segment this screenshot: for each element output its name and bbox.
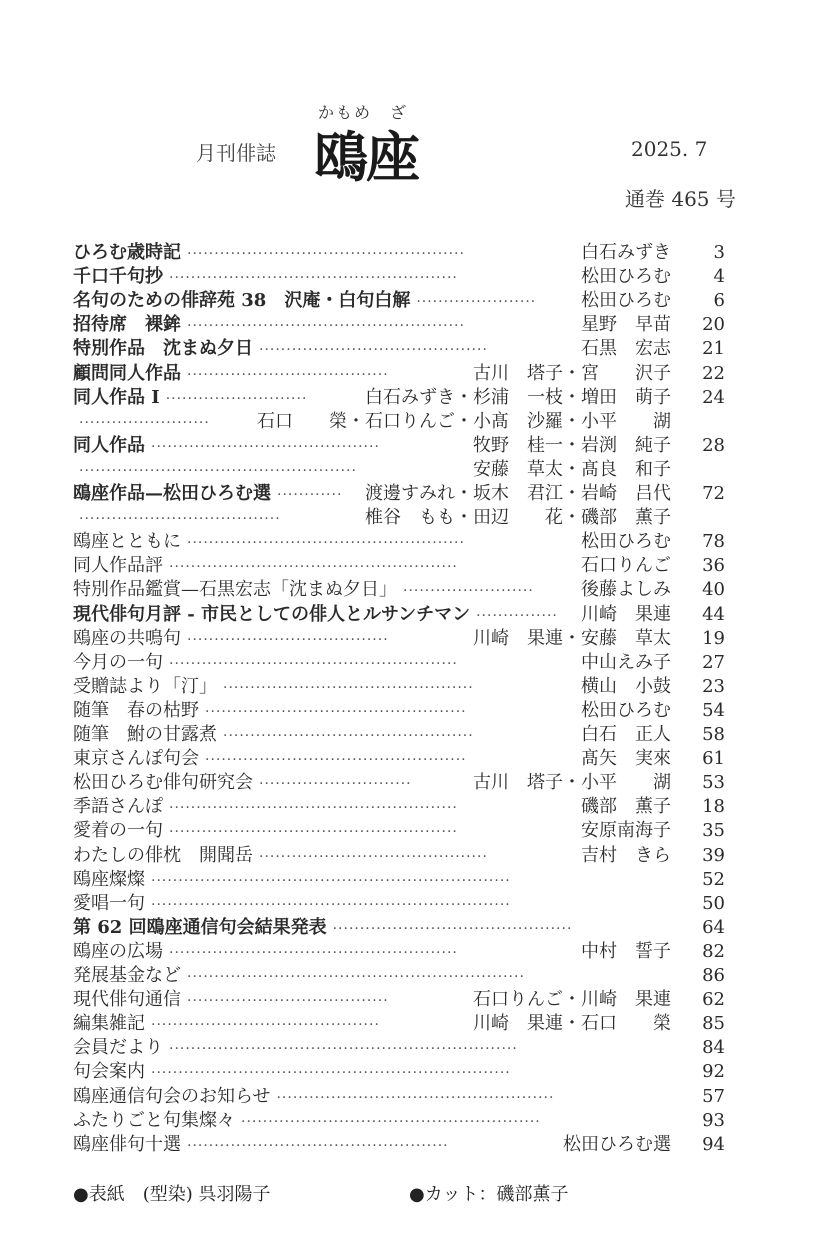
toc-title: ふたりごと句集燦々	[73, 1109, 235, 1131]
toc-title: 千口千句抄	[73, 266, 163, 288]
toc-author: 安藤 草太・髙良 和子	[473, 458, 671, 480]
toc-page-number: 22	[702, 362, 725, 384]
toc-row	[73, 844, 725, 868]
toc-title: ひろむ歳時記	[73, 242, 181, 263]
toc-page-number: 3	[713, 242, 725, 263]
title-ruby: かもめ ざ	[318, 103, 409, 122]
volume-number: 通巻 465 号	[625, 187, 736, 211]
toc-row	[73, 265, 725, 289]
toc-page-number: 72	[702, 483, 725, 504]
toc-title: 第 62 回鴎座通信句会結果発表	[73, 916, 327, 938]
toc-page-number: 50	[702, 892, 725, 914]
toc-row	[73, 699, 725, 723]
toc-row	[73, 458, 725, 482]
toc-leader-dots: ································································	[169, 1041, 518, 1058]
toc-leader-dots: ···················································	[187, 318, 465, 335]
toc-leader-dots: ······························································	[187, 969, 525, 985]
toc-title: わたしの俳枕 開聞岳	[73, 844, 253, 866]
toc-leader-dots: ·····················································	[169, 824, 458, 841]
toc-author: 星野 早苗	[581, 314, 671, 336]
toc-author: 安原南海子	[581, 820, 671, 842]
toc-title: 現代俳句通信	[73, 989, 181, 1011]
toc-author: 松田ひろむ	[581, 266, 671, 288]
toc-author: 椎谷 もも・田辺 花・磯部 薫子	[365, 507, 671, 529]
toc-author: 渡邊すみれ・坂木 君江・岩崎 吕代	[365, 483, 671, 504]
toc-page-number: 19	[702, 627, 725, 649]
toc-title: 愛唱一句	[73, 892, 145, 914]
toc-page-number: 4	[713, 266, 725, 288]
toc-row	[73, 410, 725, 434]
toc-leader-dots: ·····················································	[169, 270, 458, 287]
toc-row	[73, 1060, 725, 1084]
toc-page-number: 6	[713, 290, 725, 312]
toc-row	[73, 868, 725, 892]
toc-page-number: 36	[702, 555, 725, 577]
toc-title: 随筆 鮒の甘露煮	[73, 724, 217, 745]
toc-author: 松田ひろむ選	[563, 1133, 671, 1155]
toc-row	[73, 1012, 725, 1036]
toc-page-number: 82	[702, 940, 725, 962]
toc-author: 白石 正人	[581, 724, 671, 745]
toc-page-number: 44	[702, 603, 725, 625]
toc-leader-dots: ···················································	[79, 462, 357, 479]
toc-author: 石口りんご	[581, 555, 671, 577]
toc-row	[73, 241, 725, 265]
toc-title: 鴎座の広場	[73, 940, 163, 962]
toc-author: 川崎 果連	[581, 603, 671, 625]
toc-page-number: 85	[702, 1013, 725, 1035]
toc-leader-dots: ···················································	[187, 246, 465, 262]
toc-title: 鴎座通信句会のお知らせ	[73, 1085, 271, 1107]
toc-title: 現代俳句月評 - 市民としての俳人とルサンチマン	[73, 603, 471, 625]
toc-title: 鴎座の共鳴句	[73, 627, 181, 649]
toc-page-number: 93	[702, 1109, 725, 1131]
toc-row	[73, 964, 725, 988]
toc-leader-dots: ·····································	[79, 511, 281, 528]
toc-page-number: 64	[702, 916, 725, 938]
toc-author: 石黒 宏志	[581, 338, 671, 360]
toc-author: 磯部 薫子	[581, 796, 671, 818]
toc-page-number: 58	[702, 724, 725, 745]
toc-title: 松田ひろむ俳句研究会	[73, 772, 253, 794]
toc-leader-dots: ····························	[259, 776, 412, 793]
toc-title: 会員だより	[73, 1037, 163, 1059]
toc-leader-dots: ························	[79, 414, 210, 431]
toc-leader-dots: ·····································	[187, 366, 389, 383]
toc-title: 随筆 春の枯野	[73, 699, 199, 721]
toc-leader-dots: ···············	[476, 607, 558, 624]
toc-title: 同人作品評	[73, 555, 163, 577]
toc-row	[73, 1133, 725, 1157]
toc-title: 招待席 裸鉾	[73, 314, 181, 336]
toc-leader-dots: ············································	[332, 920, 573, 937]
toc-title: 受贈誌より「汀」	[73, 675, 217, 697]
toc-row	[73, 289, 725, 313]
toc-row	[73, 675, 725, 699]
toc-page-number: 24	[702, 386, 725, 408]
toc-row	[73, 337, 725, 361]
toc-title: 顧問同人作品	[73, 362, 181, 384]
toc-author: 古川 塔子・小平 湖	[473, 772, 671, 794]
toc-author: 白石みずき	[581, 242, 671, 263]
toc-page-number: 92	[702, 1061, 725, 1083]
toc-row	[73, 795, 725, 819]
toc-leader-dots: ··························	[165, 390, 308, 407]
toc-author: 川崎 果連・石口 榮	[473, 1013, 671, 1035]
footer-cut-credit: ●カット：磯部薫子	[409, 1184, 569, 1205]
magazine-subtitle: 月刊俳誌	[196, 141, 276, 165]
toc-leader-dots: ·····································	[187, 631, 389, 648]
toc-leader-dots: ·····················································	[169, 559, 458, 576]
toc-page-number: 61	[702, 748, 725, 770]
toc-title: 特別作品 沈まぬ夕日	[73, 338, 253, 360]
toc-leader-dots: ························	[403, 583, 534, 600]
toc-row	[73, 916, 725, 940]
toc-leader-dots: ················································	[205, 752, 467, 769]
toc-leader-dots: ··································································	[151, 1065, 511, 1082]
toc-page-number: 94	[702, 1133, 725, 1155]
footer-cover-credit: ●表紙 (型染) 呉羽陽子	[73, 1184, 271, 1205]
toc-author: 石口りんご・川崎 果連	[473, 989, 671, 1011]
toc-leader-dots: ··········································	[151, 438, 380, 455]
toc-row	[73, 771, 725, 795]
toc-row	[73, 554, 725, 578]
toc-author: 中山えみ子	[581, 651, 671, 673]
toc-leader-dots: ···················································	[276, 1089, 555, 1106]
toc-title: 句会案内	[73, 1061, 145, 1083]
toc-title: 東京さんぽ句会	[73, 748, 199, 770]
toc-page-number: 20	[702, 314, 725, 336]
toc-title: 特別作品鑑賞—石黒宏志「沈まぬ夕日」	[73, 579, 397, 601]
toc-row	[73, 386, 725, 410]
toc-row	[73, 819, 725, 843]
toc-title: 同人作品	[73, 434, 145, 456]
toc-leader-dots: ··············································	[223, 728, 474, 744]
toc-page-number: 84	[702, 1037, 725, 1059]
toc-title: 名句のための俳辞苑 38 沢庵・白句白解	[73, 290, 411, 312]
toc-leader-dots: ·····················································	[169, 800, 458, 817]
toc-row	[73, 482, 725, 506]
toc-author: 川崎 果連・安藤 草太	[473, 627, 671, 649]
toc-author: 石口 榮・石口りんご・小髙 沙羅・小平 湖	[257, 410, 671, 432]
toc-author: 横山 小鼓	[581, 675, 671, 697]
toc-row	[73, 723, 725, 747]
toc-row	[73, 651, 725, 675]
toc-leader-dots: ·····················································	[169, 655, 458, 672]
toc-leader-dots: ··································································	[151, 872, 511, 889]
toc-leader-dots: ······················	[416, 294, 537, 311]
toc-page-number: 40	[702, 579, 725, 601]
toc-row	[73, 940, 725, 964]
toc-page-number: 78	[702, 531, 725, 553]
toc-title: 季語さんぽ	[73, 796, 163, 818]
toc-author: 松田ひろむ	[581, 699, 671, 721]
toc-title: 編集雑記	[73, 1013, 145, 1035]
toc-author: 松田ひろむ	[581, 290, 671, 312]
toc-page-number: 53	[702, 772, 725, 794]
toc-leader-dots: ·····················································	[169, 944, 458, 961]
toc-page-number: 18	[702, 796, 725, 818]
toc-page-number: 21	[702, 338, 725, 360]
toc-author: 古川 塔子・宮 沢子	[473, 362, 671, 384]
toc-page-number: 39	[702, 844, 725, 866]
toc-page-number: 57	[702, 1085, 725, 1107]
toc-title: 発展基金など	[73, 965, 181, 986]
toc-page-number: 62	[702, 989, 725, 1011]
toc-row	[73, 1036, 725, 1060]
toc-title: 鴎座とともに	[73, 531, 181, 553]
toc-author: 後藤よしみ	[581, 579, 671, 601]
toc-author: 髙矢 実來	[581, 748, 671, 770]
toc-row	[73, 892, 725, 916]
toc-title: 愛着の一句	[73, 820, 163, 842]
toc-page-number: 27	[702, 651, 725, 673]
toc-author: 吉村 きら	[581, 844, 671, 866]
toc-row	[73, 530, 725, 554]
toc-row	[73, 434, 725, 458]
toc-row	[73, 1085, 725, 1109]
toc-title: 鴎座俳句十選	[73, 1133, 181, 1155]
toc-leader-dots: ················································	[205, 703, 467, 720]
toc-page-number: 86	[702, 965, 725, 986]
toc-row	[73, 988, 725, 1012]
toc-row	[73, 1109, 725, 1133]
toc-leader-dots: ··································································	[151, 896, 511, 913]
toc-author: 白石みずき・杉浦 一枝・増田 萌子	[365, 386, 671, 408]
toc-leader-dots: ·····································	[187, 993, 389, 1010]
toc-page-number: 35	[702, 820, 725, 842]
toc-leader-dots: ··········································	[151, 1017, 380, 1034]
issue-date: 2025. 7	[631, 137, 708, 161]
toc-leader-dots: ·······················································	[241, 1113, 541, 1130]
toc-page-number: 23	[702, 675, 725, 697]
toc-row	[73, 362, 725, 386]
toc-row	[73, 313, 725, 337]
magazine-title: 鴎座	[314, 125, 418, 189]
toc-row	[73, 627, 725, 651]
toc-row	[73, 603, 725, 627]
toc-page-number: 52	[702, 868, 725, 890]
toc-leader-dots: ··············································	[223, 679, 474, 696]
toc-title: 同人作品 I	[73, 386, 160, 408]
toc-row	[73, 747, 725, 771]
toc-page-number: 28	[702, 434, 725, 456]
toc-leader-dots: ··········································	[259, 848, 488, 865]
toc-title: 鴎座作品—松田ひろむ選	[73, 483, 271, 504]
toc-author: 中村 誓子	[581, 940, 671, 962]
toc-author: 松田ひろむ	[581, 531, 671, 553]
toc-author: 牧野 桂一・岩渕 純子	[473, 434, 671, 456]
toc-row	[73, 578, 725, 602]
toc-title: 鴎座燦燦	[73, 868, 145, 890]
toc-page-number: 54	[702, 699, 725, 721]
toc-leader-dots: ················································	[187, 1137, 449, 1154]
toc-leader-dots: ···················································	[187, 535, 465, 552]
toc-leader-dots: ··········································	[259, 342, 488, 359]
toc-row	[73, 506, 725, 530]
toc-leader-dots: ············	[277, 487, 343, 503]
toc-title: 今月の一句	[73, 651, 163, 673]
